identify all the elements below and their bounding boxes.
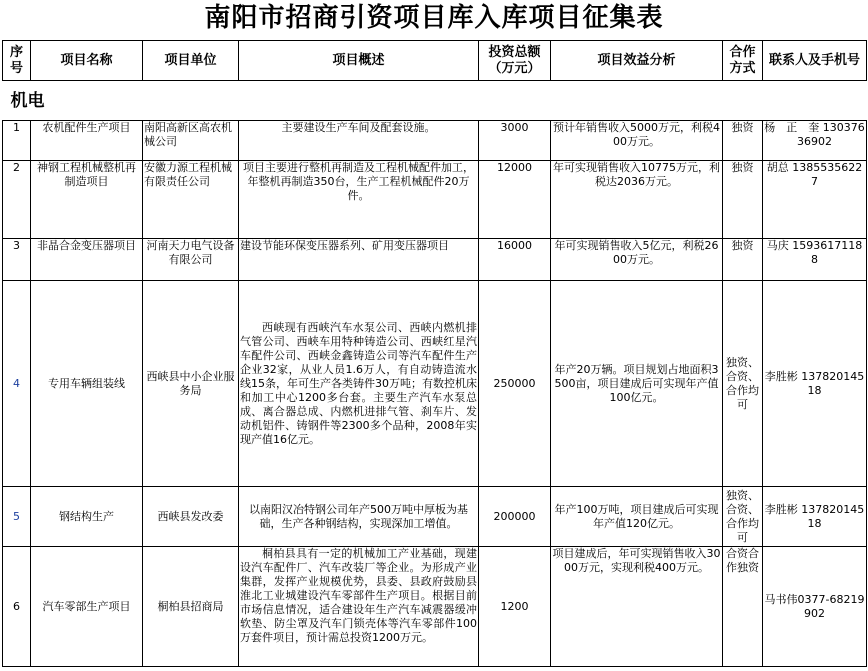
row-unit: 桐柏县招商局 [143, 547, 239, 667]
row-coop: 独资 [723, 239, 763, 281]
row-no: 3 [3, 239, 31, 281]
header-name: 项目名称 [31, 41, 143, 81]
header-unit: 项目单位 [143, 41, 239, 81]
row-invest: 1200 [479, 547, 551, 667]
table-row [3, 487, 867, 547]
row-no: 2 [3, 161, 31, 239]
row-benefit: 年可实现销售收入10775万元，利税达2036万元。 [551, 161, 723, 239]
project-table [2, 40, 867, 667]
row-unit: 西峡县中小企业服务局 [143, 281, 239, 487]
table-row [3, 547, 867, 667]
row-name: 专用车辆组装线 [31, 281, 143, 487]
row-contact: 马书伟0377-68219902 [763, 547, 867, 667]
row-benefit: 年可实现销售收入5亿元，利税2600万元。 [551, 239, 723, 281]
row-desc: 以南阳汉冶特钢公司年产500万吨中厚板为基础，生产各种钢结构，实现深加工增值。 [239, 487, 479, 547]
row-unit: 西峡县发改委 [143, 487, 239, 547]
row-no: 6 [3, 547, 31, 667]
table-row [3, 161, 867, 239]
row-benefit: 预计年销售收入5000万元，利税400万元。 [551, 121, 723, 161]
row-coop: 独资、合资、合作均可 [723, 487, 763, 547]
header-row [3, 41, 867, 81]
row-contact: 马庆 15936171188 [763, 239, 867, 281]
header-contact: 联系人及手机号 [763, 41, 867, 81]
header-coop: 合作方式 [723, 41, 763, 81]
section-row [3, 81, 867, 121]
table-row [3, 281, 867, 487]
row-desc: 项目主要进行整机再制造及工程机械配件加工，年整机再制造350台，生产工程机械配件20万件。 [239, 161, 479, 239]
row-contact: 胡总 13855356227 [763, 161, 867, 239]
header-no: 序号 [3, 41, 31, 81]
row-coop: 独资 [723, 121, 763, 161]
row-invest: 16000 [479, 239, 551, 281]
row-desc: 西峡现有西峡汽车水泵公司、西峡内燃机排气管公司、西峡车用特种铸造公司、西峡红星汽车配件公司、西峡金鑫铸造公司等汽车配件生产企业32家，从业人员1.6万人，有自动铸造流水线15条，年可生产各类铸件30万吨；有数控机床和加工中心1200多台套。主要生产汽车水泵总成、离合器总成、内燃机进排气管、刹车片、发动机铝件、铸钢件等2300多个品种，2008年实现产值16亿元。 [239, 281, 479, 487]
row-desc: 主要建设生产车间及配套设施。 [239, 121, 479, 161]
row-invest: 12000 [479, 161, 551, 239]
row-contact: 李胜彬 13782014518 [763, 281, 867, 487]
table-row [3, 121, 867, 161]
header-invest: 投资总额（万元） [479, 41, 551, 81]
row-contact: 杨 正 奎 13037636902 [763, 121, 867, 161]
row-unit: 南阳高新区高农机械公司 [143, 121, 239, 161]
row-coop: 独资 [723, 161, 763, 239]
row-invest: 3000 [479, 121, 551, 161]
row-invest: 250000 [479, 281, 551, 487]
row-benefit: 年产100万吨，项目建成后可实现年产值120亿元。 [551, 487, 723, 547]
row-coop: 独资、合资、合作均可 [723, 281, 763, 487]
section-label: 机电 [3, 81, 867, 121]
row-name: 非晶合金变压器项目 [31, 239, 143, 281]
row-unit: 安徽力源工程机械有限责任公司 [143, 161, 239, 239]
row-no: 1 [3, 121, 31, 161]
row-name: 农机配件生产项目 [31, 121, 143, 161]
row-contact: 李胜彬 13782014518 [763, 487, 867, 547]
row-no: 4 [3, 281, 31, 487]
table-row [3, 239, 867, 281]
row-name: 钢结构生产 [31, 487, 143, 547]
row-desc: 桐柏县具有一定的机械加工产业基础，现建设汽车配件厂、汽车改装厂等企业。为形成产业集群，发挥产业规模优势，县委、县政府鼓励县淮北工业城建设汽车零部件生产项目。根据目前市场信息情况，适合建设年生产汽车减震器缓冲软垫、防尘罩及汽车门锁壳体等汽车零部件100万套件项目，预计需总投资1200万元。 [239, 547, 479, 667]
page-title: 南阳市招商引资项目库入库项目征集表 [204, 3, 664, 33]
row-benefit: 年产20万辆。项目规划占地面积3500亩，项目建成后可实现年产值100亿元。 [551, 281, 723, 487]
row-name: 神钢工程机械整机再制造项目 [31, 161, 143, 239]
header-desc: 项目概述 [239, 41, 479, 81]
header-benefit: 项目效益分析 [551, 41, 723, 81]
row-unit: 河南天力电气设备有限公司 [143, 239, 239, 281]
row-invest: 200000 [479, 487, 551, 547]
row-desc: 建设节能环保变压器系列、矿用变压器项目 [239, 239, 479, 281]
row-coop: 合资合作独资 [723, 547, 763, 667]
row-benefit: 项目建成后，年可实现销售收入3000万元，实现利税400万元。 [551, 547, 723, 667]
row-name: 汽车零部生产项目 [31, 547, 143, 667]
row-no: 5 [3, 487, 31, 547]
